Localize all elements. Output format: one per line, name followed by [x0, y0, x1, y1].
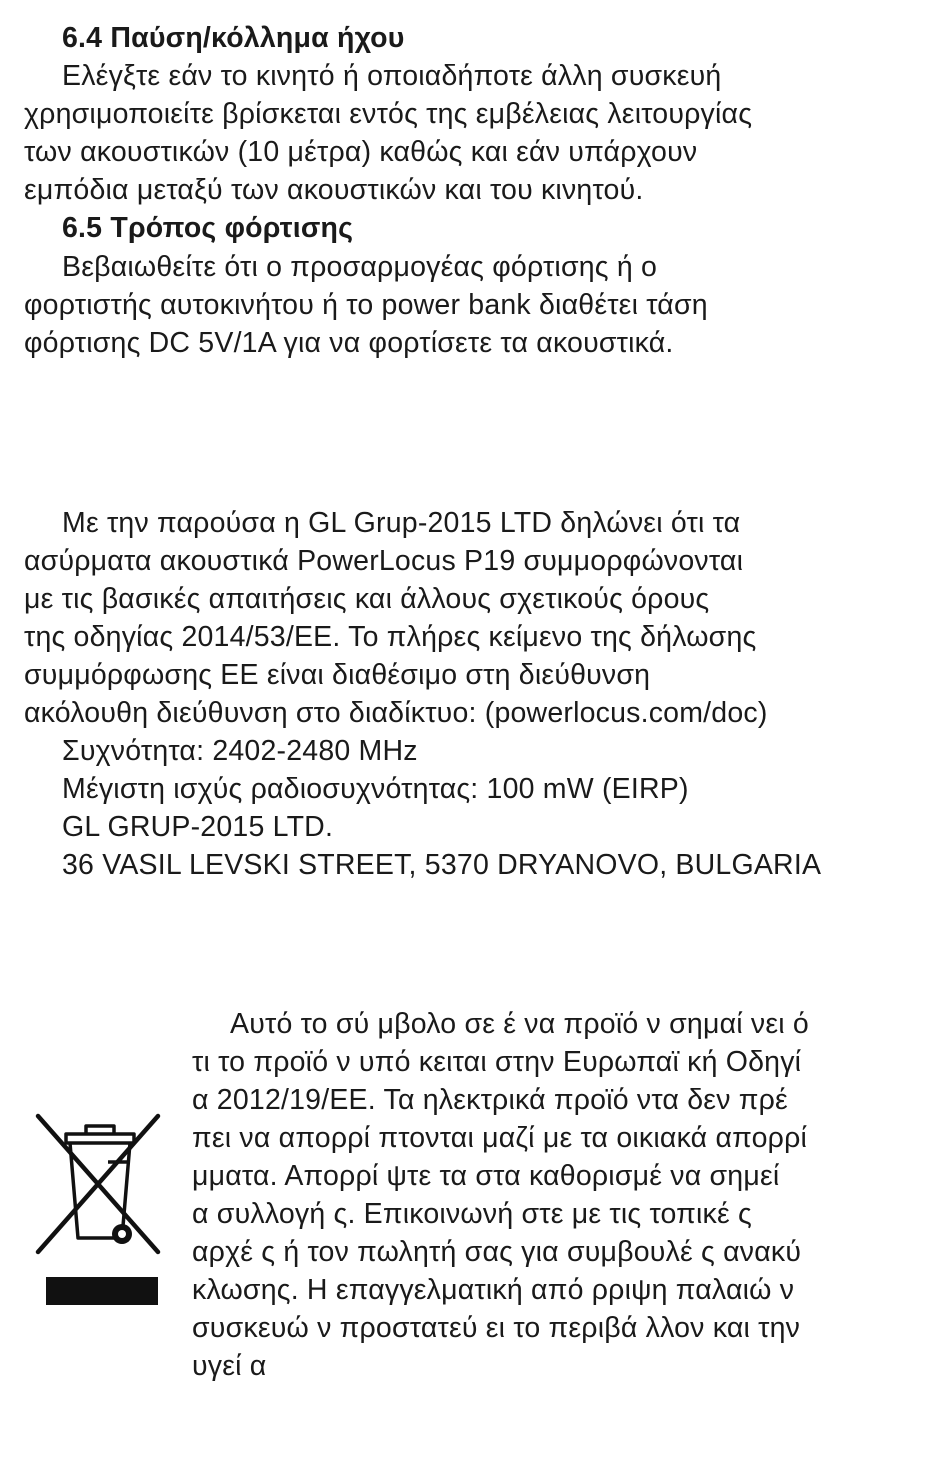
- weee-line: α 2012/19/ΕΕ. Τα ηλεκτρικά προϊό ντα δεν πρέ: [192, 1084, 788, 1116]
- declaration-line: με τις βασικές απαιτήσεις και άλλους σχετικούς όρους: [24, 583, 710, 615]
- declaration-line: συμμόρφωσης ΕΕ είναι διαθέσιμο στη διεύθυνση: [24, 659, 651, 691]
- weee-line: Αυτό το σύ μβολο σε έ να προϊό ν σημαί νει ό: [230, 1008, 809, 1040]
- section-6-5-line: φορτιστής αυτοκινήτου ή το power bank διαθέτει τάση: [24, 289, 708, 321]
- weee-line: συσκευώ ν προστατεύ ει το περιβά λλον και την: [192, 1312, 801, 1344]
- weee-line: κλωσης. Η επαγγελματική από ρριψη παλαιώ ν: [192, 1274, 795, 1306]
- section-6-5-line: Βεβαιωθείτε ότι ο προσαρμογέας φόρτισης ή ο: [62, 251, 658, 283]
- section-6-4-heading: 6.4 Παύση/κόλλημα ήχου: [62, 22, 405, 54]
- company-address: 36 VASIL LEVSKI STREET, 5370 DRYANOVO, BULGARIA: [62, 849, 822, 881]
- weee-line: μματα. Απορρί ψτε τα στα καθορισμέ να σημεί: [192, 1160, 780, 1192]
- weee-line: πει να απορρί πτονται μαζί με τα οικιακά απορρί: [192, 1122, 808, 1154]
- section-6-5-line: φόρτισης DC 5V/1A για να φορτίσετε τα ακουστικά.: [24, 327, 674, 359]
- weee-line: τι το προϊό ν υπό κειται στην Ευρωπαϊ κή Οδηγί: [192, 1046, 802, 1078]
- declaration-line: ακόλουθη διεύθυνση στο διαδίκτυο: (powerlocus.com/doc): [24, 697, 768, 729]
- weee-line: υγεί α: [192, 1350, 267, 1382]
- section-6-4-line: εμπόδια μεταξύ των ακουστικών και του κινητού.: [24, 174, 644, 206]
- weee-line: α συλλογή ς. Επικοινωνή στε με τις τοπικέ ς: [192, 1198, 752, 1230]
- company-name: GL GRUP-2015 LTD.: [62, 811, 334, 843]
- declaration-line: ασύρματα ακουστικά PowerLocus P19 συμμορφώνονται: [24, 545, 744, 577]
- crossed-out-wheelie-bin-icon: [30, 1112, 170, 1322]
- section-6-4-line: Ελέγξτε εάν το κινητό ή οποιαδήποτε άλλη συσκευή: [62, 60, 722, 92]
- max-power-spec: Μέγιστη ισχύς ραδιοσυχνότητας: 100 mW (EIRP): [62, 773, 689, 805]
- declaration-line: της οδηγίας 2014/53/ΕΕ. Το πλήρες κείμενο της δήλωσης: [24, 621, 757, 653]
- section-6-4-line: των ακουστικών (10 μέτρα) καθώς και εάν υπάρχουν: [24, 136, 698, 168]
- section-6-4-line: χρησιμοποιείτε βρίσκεται εντός της εμβέλειας λειτουργίας: [24, 98, 753, 130]
- weee-line: αρχέ ς ή τον πωλητή σας για συμβουλέ ς ανακύ: [192, 1236, 802, 1268]
- section-6-5-heading: 6.5 Τρόπος φόρτισης: [62, 212, 354, 244]
- frequency-spec: Συχνότητα: 2402-2480 MHz: [62, 735, 418, 767]
- declaration-line: Με την παρούσα η GL Grup-2015 LTD δηλώνει ότι τα: [62, 507, 741, 539]
